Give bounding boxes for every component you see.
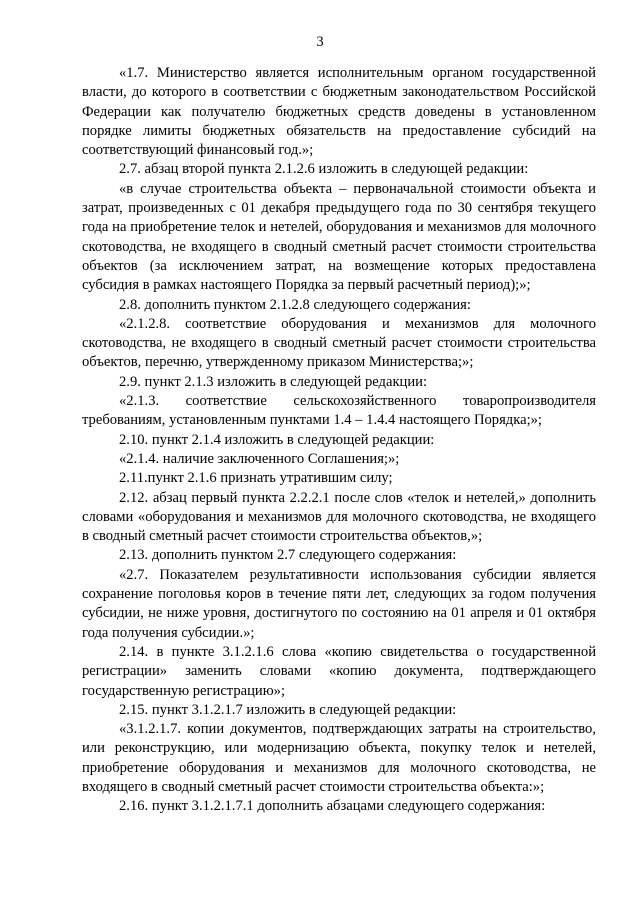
paragraph-1-7: «1.7. Министерство является исполнительным органом государственной власти, до которого в соответствии с бюджетным законодательством Российской Федерации как получателю бюджетных средств доведены в установленном порядке лимиты бюджетных обязательств на предоставление субсидий на соответствующий финансовый год.»; [82,65,596,159]
paragraph-2-14: 2.14. в пункте 3.1.2.1.6 слова «копию свидетельства о государственной регистрации» заменить словами «копию документа, подтверждающего государственную регистрацию»; [82,643,596,699]
quote-3-1-2-1-7: «3.1.2.1.7. копии документов, подтверждающих затраты на строительство, или реконструкцию, или модернизацию объекта, покупку телок и нетелей, приобретение оборудования и механизмов для молочного скотоводства, не входящего в сводный сметный расчет стоимости строительства объекта:»; [82,721,596,795]
page-number: 3 [316,34,324,50]
paragraph-2-9: 2.9. пункт 2.1.3 изложить в следующей редакции: [119,373,428,390]
paragraph-2-10: 2.10. пункт 2.1.4 изложить в следующей редакции: [119,431,435,448]
paragraph-2-15: 2.15. пункт 3.1.2.1.7 изложить в следующей редакции: [119,701,457,718]
quote-2-1-3: «2.1.3. соответствие сельскохозяйственного товаропроизводителя требованиям, установленным пунктами 1.4 – 1.4.4 настоящего Порядка;»; [82,393,596,429]
document-body [82,64,596,817]
paragraph-2-13: 2.13. дополнить пунктом 2.7 следующего содержания: [119,547,457,564]
quote-2-1-4: «2.1.4. наличие заключенного Соглашения;»; [119,450,400,467]
quote-2-7: «2.7. Показателем результативности использования субсидии является сохранение поголовья коров в течение пяти лет, следующих за годом получения субсидии, не ниже уровня, достигнутого по состоянию на 01 апреля и 01 октября года получения субсидии.»; [82,566,596,641]
quote-2-1-2-6: «в случае строительства объекта – первоначальной стоимости объекта и затрат, произведенных с 01 декабря предыдущего года по 30 сентября текущего года на приобретение телок и нетелей, оборудования и механизмов для молочного скотоводства, не входящего в сводный сметный расчет стоимости строительства объектов (за исключением затрат, на возмещение которых предоставлена субсидия в рамках настоящего Порядка за первый расчетный период);»; [82,180,596,294]
paragraph-2-12: 2.12. абзац первый пункта 2.2.2.1 после слов «телок и нетелей,» дополнить словами «оборудования и механизмов для молочного скотоводства, не входящего в сводный сметный расчет стоимости строительства объектов,»; [82,489,596,545]
quote-2-1-2-8: «2.1.2.8. соответствие оборудования и механизмов для молочного скотоводства, не входящего в сводный сметный расчет стоимости строительства объектов, перечню, утвержденному приказом Министерства;»; [82,315,596,371]
paragraph-2-11: 2.11.пункт 2.1.6 признать утратившим силу; [119,470,393,487]
paragraph-2-7: 2.7. абзац второй пункта 2.1.2.6 изложить в следующей редакции: [119,161,529,178]
paragraph-2-8: 2.8. дополнить пунктом 2.1.2.8 следующего содержания: [119,296,471,313]
paragraph-2-16: 2.16. пункт 3.1.2.1.7.1 дополнить абзацами следующего содержания: [119,798,546,815]
